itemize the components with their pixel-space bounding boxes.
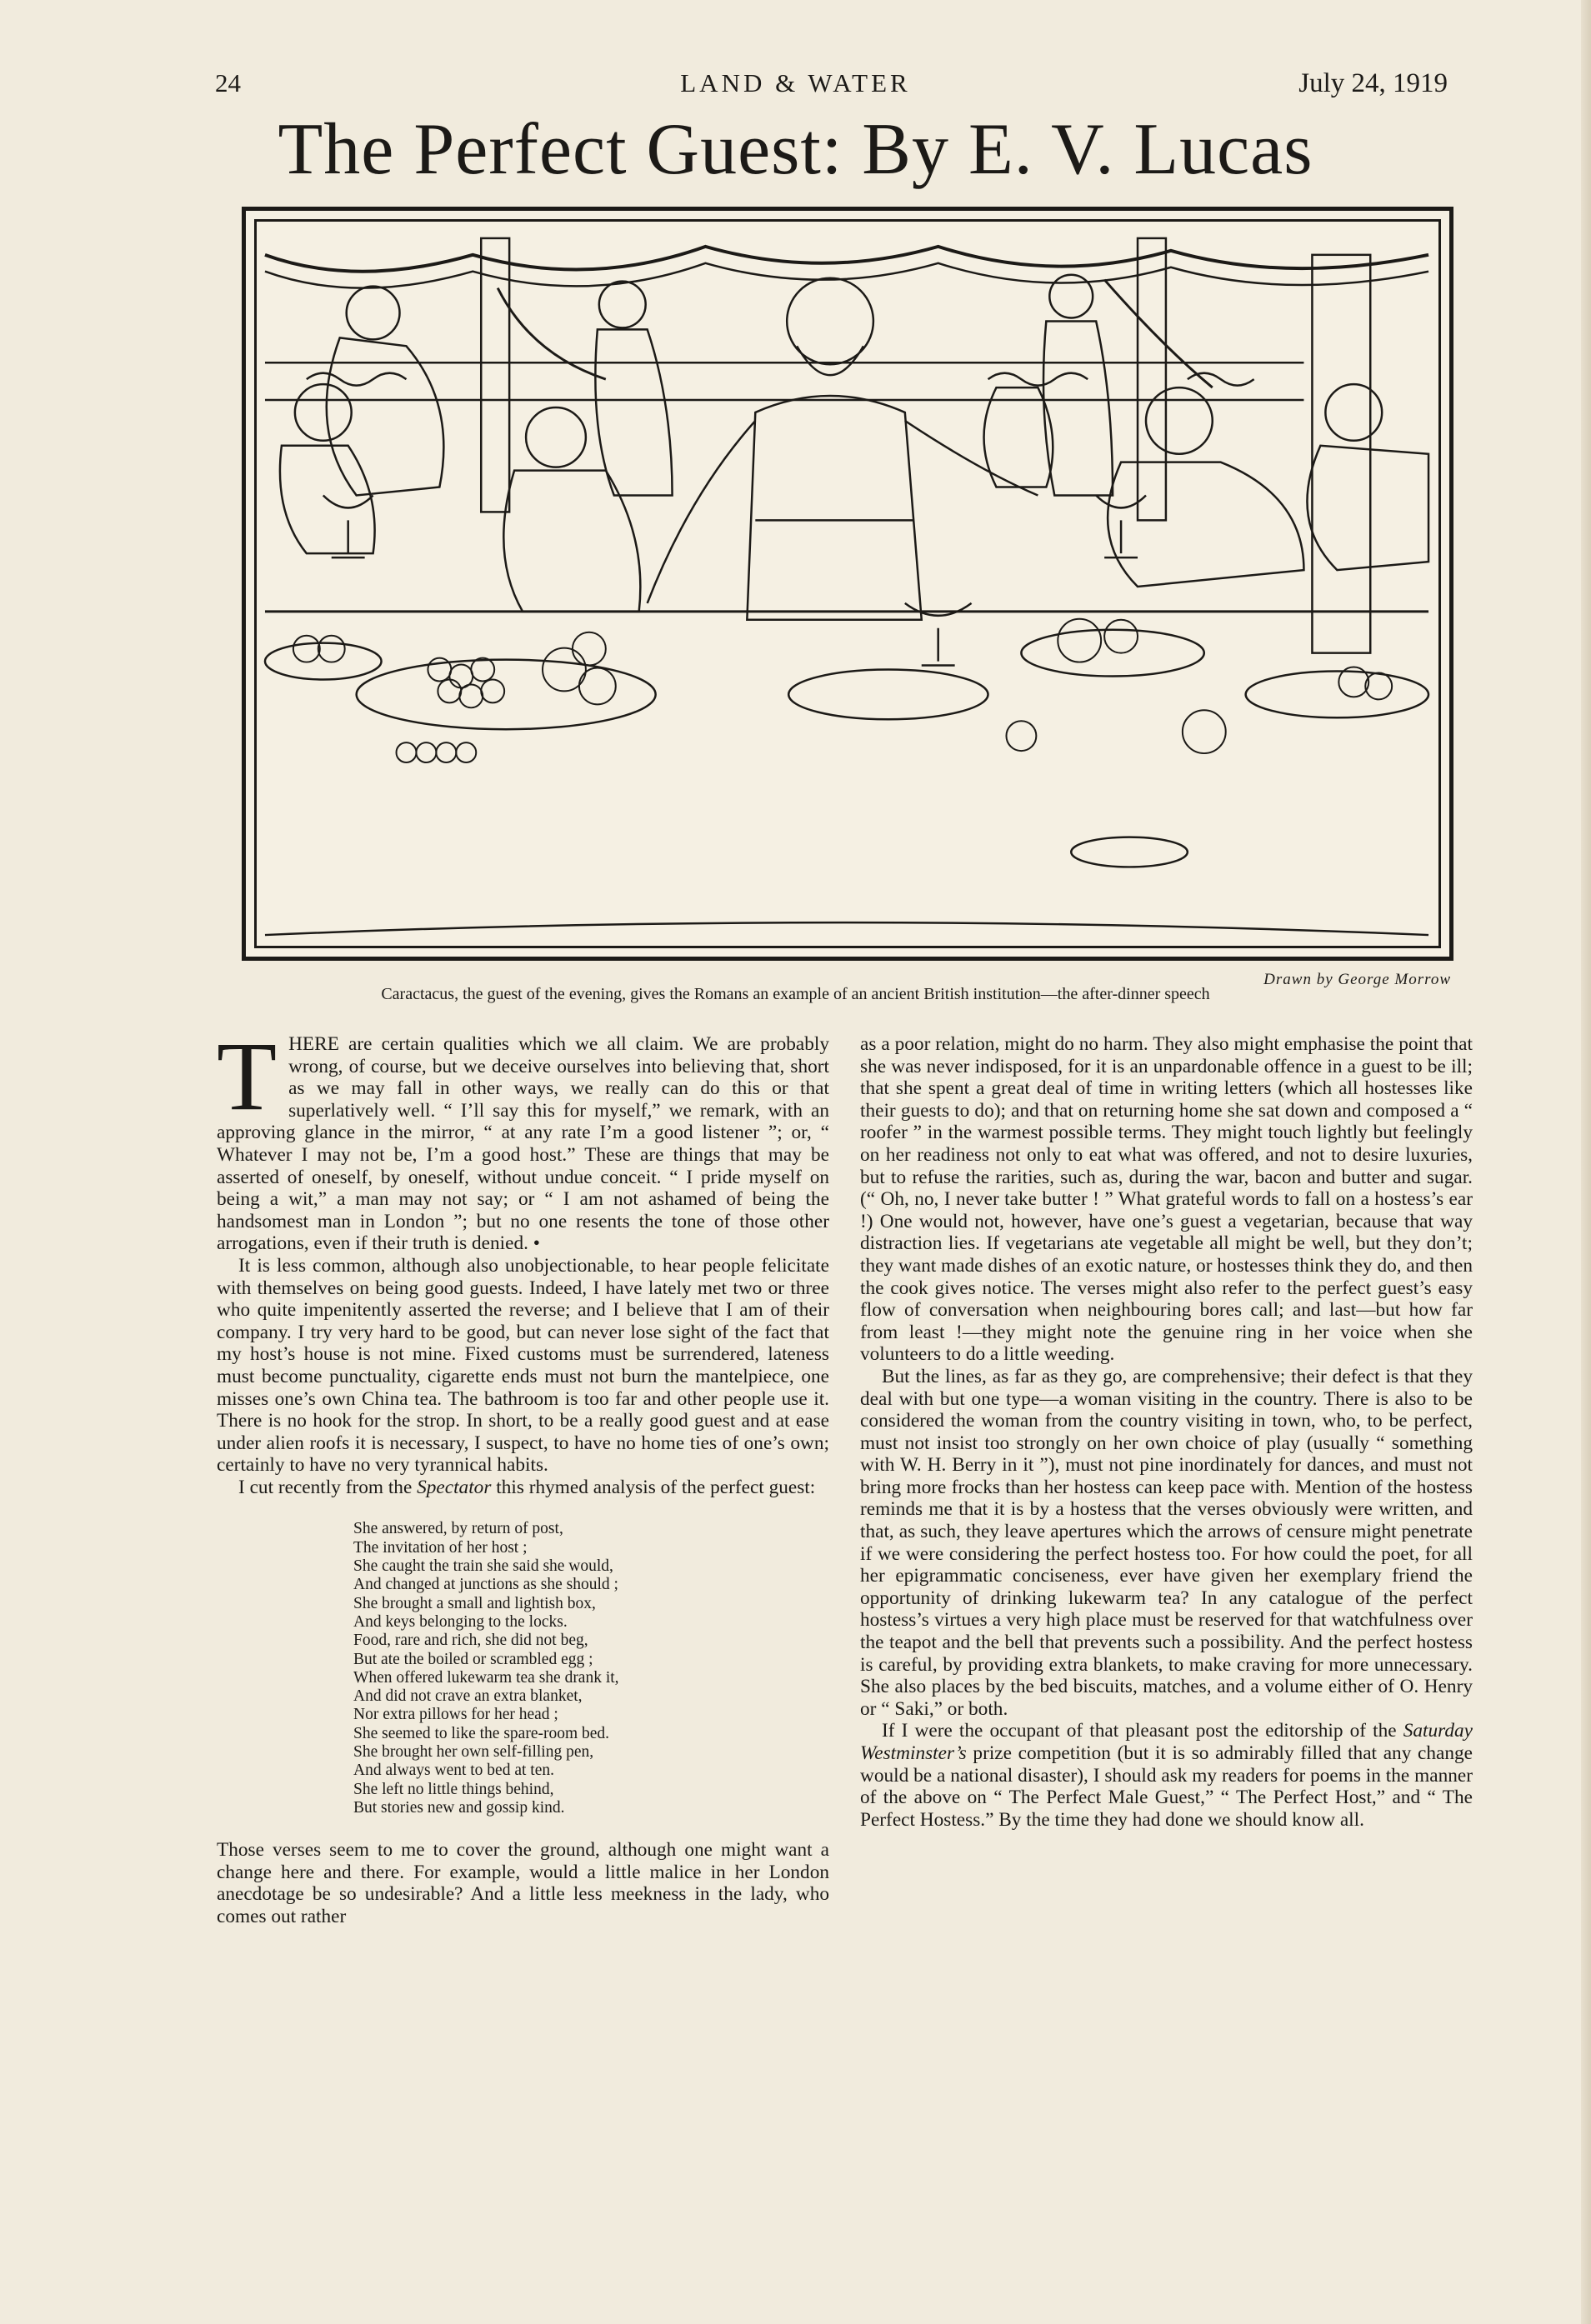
article-paragraph bbox=[860, 1720, 1473, 1831]
publication-name: Spectator bbox=[417, 1476, 492, 1498]
lead-word: HERE bbox=[288, 1033, 339, 1055]
article-paragraph: Those verses seem to me to cover the ground, although one might want a change here and there. For example, would a little malice in her London anecdotage be so undesirable? And a little less meekness in the lady, who comes out rather bbox=[217, 1839, 829, 1927]
article-paragraph: It is less common, although also unobjectionable, to hear people felicitate with themselves on being good guests. Indeed, I have lately met two or three who quite impenitently asserted the reverse; and I believe that I am of their company. I try very hard to be good, but can never lose sight of the fact that my host’s house is not mine. Fixed customs must be surrendered, lateness must become punctuality, cigarette ends must not burn the mantelpiece, one misses one’s own China tea. The bathroom is too far and other people use it. There is no hook for the strop. In short, to be a really good guest and at ease under alien roofs it is necessary, I suspect, to have no home ties of one’s own; certainly to have no very tyrannical habits. bbox=[217, 1254, 829, 1477]
article-title: The Perfect Guest: By E. V. Lucas bbox=[278, 109, 1313, 190]
poem-line: She answered, by return of post, bbox=[353, 1520, 563, 1538]
poem-line: The invitation of her host ; bbox=[353, 1538, 528, 1557]
article-column-left bbox=[217, 1022, 829, 1928]
illustration-caption: Caractacus, the guest of the evening, gives the Romans an example of an ancient British institution—the after-dinner speech bbox=[381, 985, 1210, 1003]
poem-line: When offered lukewarm tea she drank it, bbox=[353, 1668, 619, 1687]
page-number: 24 bbox=[215, 68, 241, 97]
poem-line: She caught the train she said she would, bbox=[353, 1557, 613, 1576]
poem-line: She brought her own self-filling pen, bbox=[353, 1743, 594, 1762]
publication-name: Saturday Westminster’s bbox=[860, 1720, 1473, 1764]
article-paragraph: But the lines, as far as they go, are comprehensive; their defect is that they deal with but one type—a woman visiting in the country. There is also to be considered the woman from the country visiting in town, who, to be perfect, must not insist too strongly on her own choice of play (usually “ something with W. H. Berry in it ”), must not pine inordinately for dances, and must not bring more frocks than her hostess can keep pace with. Mention of the hostess reminds me that it is by a hostess that the verses obviously were written, and that, as such, they leave apertures which the arrows of censure might penetrate if we were considering the perfect hostess too. For how could the poet, for all her epigrammatic conciseness, ever have given her exemplary friend the opportunity of drinking lukewarm tea? In any catalogue of the perfect hostess’s virtues a very high place must be reserved for that watchfulness over the teapot and the bell that prevents such a possibility. And the perfect hostess is careful, by providing extra blankets, to make craving for more unnecessary. She also places by the bed biscuits, matches, and a volume either of O. Henry or “ Saki,” or both. bbox=[860, 1365, 1473, 1720]
magazine-title: LAND & WATER bbox=[680, 68, 911, 97]
poem-line: But ate the boiled or scrambled egg ; bbox=[353, 1650, 593, 1668]
illustration bbox=[242, 207, 1453, 961]
paragraph-text: prize competition (but it is so admirably filled that any change would be a national disaster), I should ask my readers for poems in the manner of the above on “ The Perfect Male Guest,” “ The Perfect Host,” and “ The Perfect Hostess.” By the time they had done we should know all. bbox=[860, 1742, 1473, 1831]
drop-cap: T bbox=[217, 1022, 278, 1131]
article-paragraph bbox=[217, 1022, 829, 1255]
poem bbox=[353, 1520, 829, 1817]
poem-line: She brought a small and lightish box, bbox=[353, 1594, 596, 1612]
poem-line: She seemed to like the spare-room bed. bbox=[353, 1724, 610, 1742]
poem-line: And always went to bed at ten. bbox=[353, 1762, 554, 1780]
paragraph-text: this rhymed analysis of the perfect guest: bbox=[491, 1476, 816, 1498]
article-column-right bbox=[860, 1033, 1473, 1831]
issue-date: July 24, 1919 bbox=[1298, 68, 1448, 98]
page-edge bbox=[1581, 0, 1591, 2324]
paragraph-text: are certain qualities which we all claim. We are probably wrong, of course, but we deceive ourselves into believing that, short as we may fall in other ways, we really can do this or that superlatively well. “ I’ll say this for myself,” we remark, with an approving glance in the mirror, “ at any rate I’m a good listener ”; or, “ Whatever I may not be, I’m a good host.” These are things that may be asserted of oneself, by oneself, without undue conceit. “ I pride myself on being a wit,” a man may not say; or “ I am not ashamed of being the handsomest man in London ”; but no one resents the tone of those other arrogations, even if their truth is denied. • bbox=[217, 1033, 829, 1255]
poem-line: But stories new and gossip kind. bbox=[353, 1798, 565, 1817]
paragraph-text: I cut recently from the bbox=[238, 1476, 418, 1498]
paragraph-text: If I were the occupant of that pleasant post the editorship of the bbox=[882, 1720, 1403, 1742]
poem-line: And changed at junctions as she should ; bbox=[353, 1576, 618, 1594]
artist-credit: Drawn by George Morrow bbox=[1263, 971, 1451, 988]
illustration-frame bbox=[254, 219, 1441, 948]
banquet-drawing bbox=[257, 222, 1438, 946]
poem-line: And keys belonging to the locks. bbox=[353, 1612, 568, 1631]
poem-line: Nor extra pillows for her head ; bbox=[353, 1706, 558, 1724]
poem-line: And did not crave an extra blanket, bbox=[353, 1687, 583, 1706]
poem-line: She left no little things behind, bbox=[353, 1780, 554, 1798]
article-paragraph: as a poor relation, might do no harm. They also might emphasise the point that she was never indisposed, for it is an unpardonable offence in a guest to be ill; that she spent a great deal of time in writing letters (which all hostesses like their guests to do); and that on returning home she sat down and composed a “ roofer ” in the warmest possible terms. They might touch lightly but feelingly on her readiness not only to eat what was offered, and not to desire luxuries, but to refuse the rarities, such as, during the war, bacon and butter and sugar. (“ Oh, no, I never take butter ! ” What grateful words to fall on a hostess’s ear !) One would not, however, have one’s guest a vegetarian, because that way distraction lies. If vegetarians ate vegetable all might be well, but they don’t; they want made dishes of an exotic nature, or hostesses think they do, and then the cook gives notice. The verses might also refer to the perfect guest’s easy flow of conversation when neighbouring bores call; and last—but how far from least !—they might note the genuine ring in her voice when she volunteers to do a little weeding. bbox=[860, 1033, 1473, 1366]
article-paragraph bbox=[217, 1477, 829, 1499]
poem-line: Food, rare and rich, she did not beg, bbox=[353, 1632, 588, 1650]
